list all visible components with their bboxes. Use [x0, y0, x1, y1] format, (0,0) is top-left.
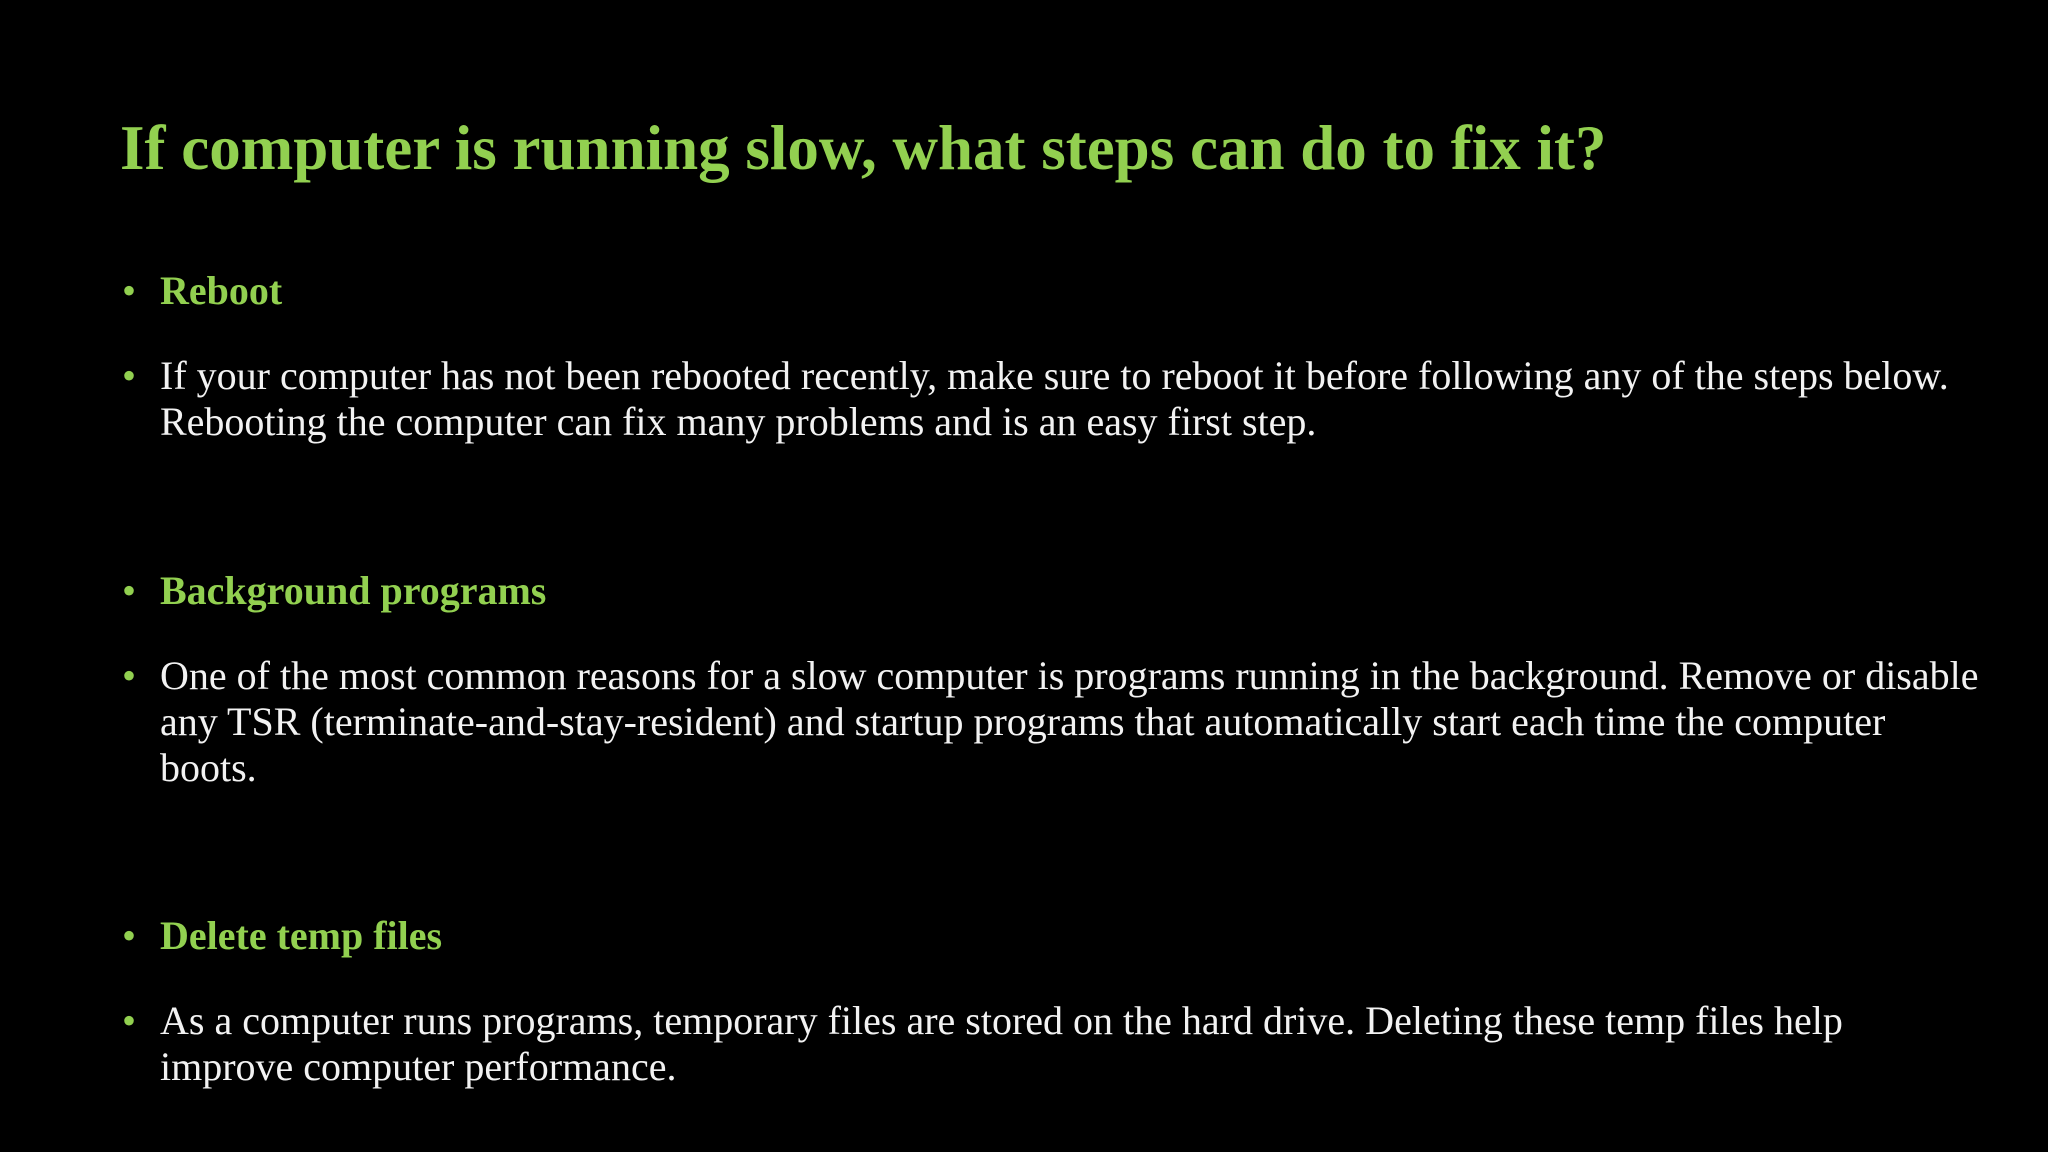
bullet-heading-text: Reboot [160, 268, 283, 313]
bullet-body-delete-temp-files [122, 998, 1982, 1090]
bullet-body-text: If your computer has not been rebooted recently, make sure to reboot it before following any of the steps below. Rebooting the computer can fix many problems and is an easy first step. [160, 353, 1949, 444]
bullet-dot: • [122, 913, 137, 958]
bullet-body-text: As a computer runs programs, temporary files are stored on the hard drive. Deleting these temp files help improve computer performance. [160, 998, 1843, 1089]
slide-title: If computer is running slow, what steps can do to fix it? [120, 113, 1607, 183]
bullet-heading-text: Delete temp files [160, 913, 443, 958]
bullet-body-reboot [122, 353, 1982, 445]
bullet-body-background-programs [122, 653, 1982, 791]
bullet-body-text: One of the most common reasons for a slow computer is programs running in the background. Remove or disable any TSR (terminate-and-stay-resident) and startup programs that automatically start each time the computer boots. [160, 653, 1979, 790]
bullet-heading-reboot [122, 268, 1982, 314]
bullet-dot: • [122, 568, 137, 613]
bullet-dot: • [122, 353, 137, 398]
bullet-heading-text: Background programs [160, 568, 547, 613]
bullet-heading-delete-temp-files [122, 913, 1982, 959]
bullet-dot: • [122, 998, 137, 1043]
bullet-heading-background-programs [122, 568, 1982, 614]
bullet-dot: • [122, 268, 137, 313]
bullet-dot: • [122, 653, 137, 698]
